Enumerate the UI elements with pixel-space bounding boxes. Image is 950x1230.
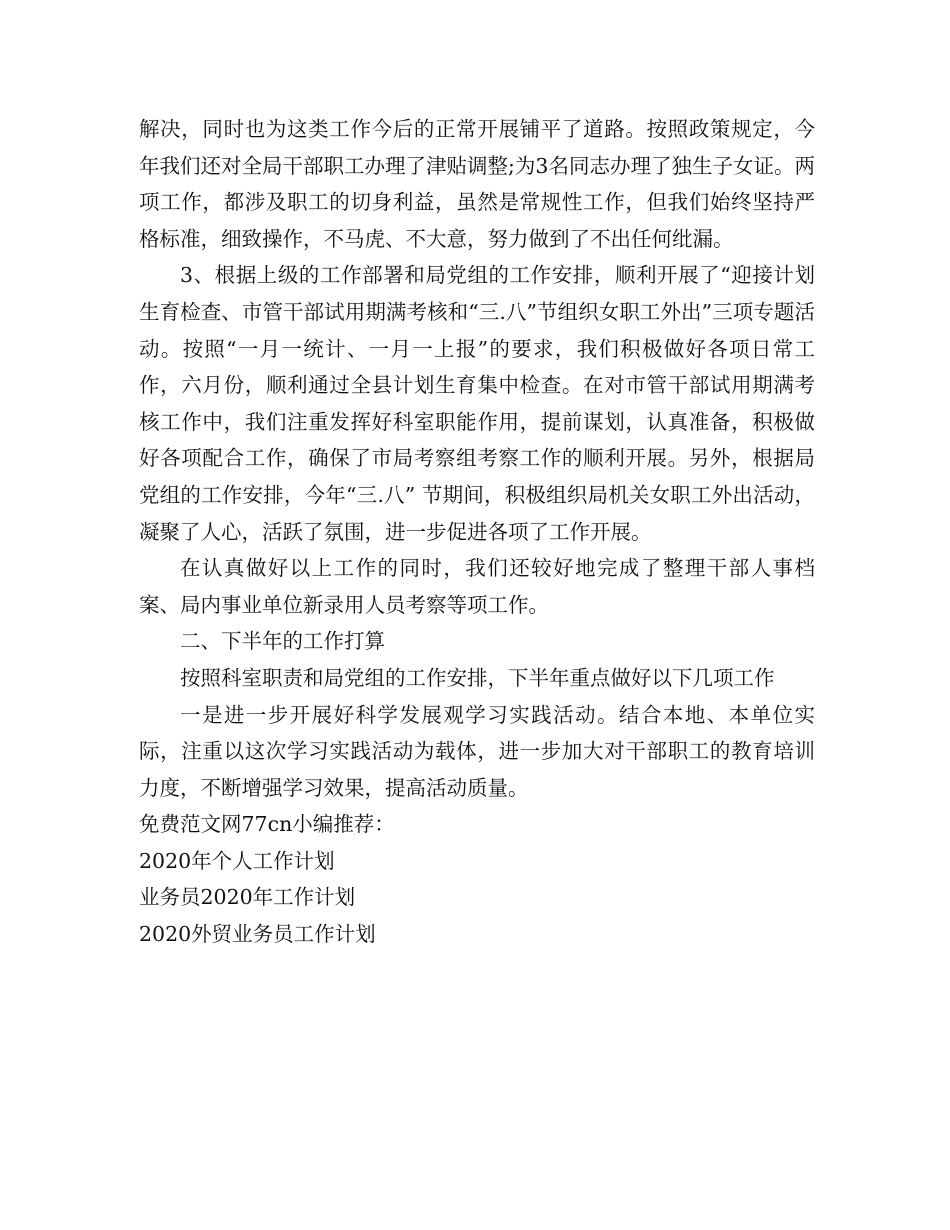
- paragraph-plan-item-1: 一是进一步开展好科学发展观学习实践活动。结合本地、本单位实际，注重以这次学习实践活动为载体，进一步加大对干部职工的教育培训力度，不断增强学习效果，提高活动质量。: [139, 702, 815, 800]
- paragraph-plan-intro: 按照科室职责和局党组的工作安排，下半年重点做好以下几项工作: [180, 665, 775, 690]
- section-heading: 二、下半年的工作打算: [180, 629, 385, 654]
- document-body: [139, 111, 815, 953]
- recommend-link-2[interactable]: 业务员2020年工作计划: [139, 885, 356, 910]
- recommend-heading: 免费范文网77cn小编推荐：: [139, 812, 395, 837]
- paragraph-continuation: 解决，同时也为这类工作今后的正常开展铺平了道路。按照政策规定，今年我们还对全局干部职工办理了津贴调整;为3名同志办理了独生子女证。两项工作，都涉及职工的切身利益，虽然是常规性工作，但我们始终坚持严格标准，细致操作，不马虎、不大意，努力做到了不出任何纰漏。: [139, 117, 815, 251]
- recommend-link-3[interactable]: 2020外贸业务员工作计划: [139, 922, 376, 947]
- paragraph-other-work: 在认真做好以上工作的同时，我们还较好地完成了整理干部人事档案、局内事业单位新录用人员考察等项工作。: [139, 556, 815, 617]
- recommend-link-1[interactable]: 2020年个人工作计划: [139, 848, 335, 873]
- paragraph-item-3: 3、根据上级的工作部署和局党组的工作安排，顺利开展了“迎接计划生育检查、市管干部试用期满考核和“三.八”节组织女职工外出”三项专题活动。按照“一月一统计、一月一上报”的要求，我们积极做好各项日常工作，六月份，顺利通过全县计划生育集中检查。在对市管干部试用期满考核工作中，我们注重发挥好科室职能作用，提前谋划，认真准备，积极做好各项配合工作，确保了市局考察组考察工作的顺利开展。另外，根据局党组的工作安排，今年“三.八” 节期间，积极组织局机关女职工外出活动，凝聚了人心，活跃了氛围，进一步促进各项了工作开展。: [139, 263, 815, 544]
